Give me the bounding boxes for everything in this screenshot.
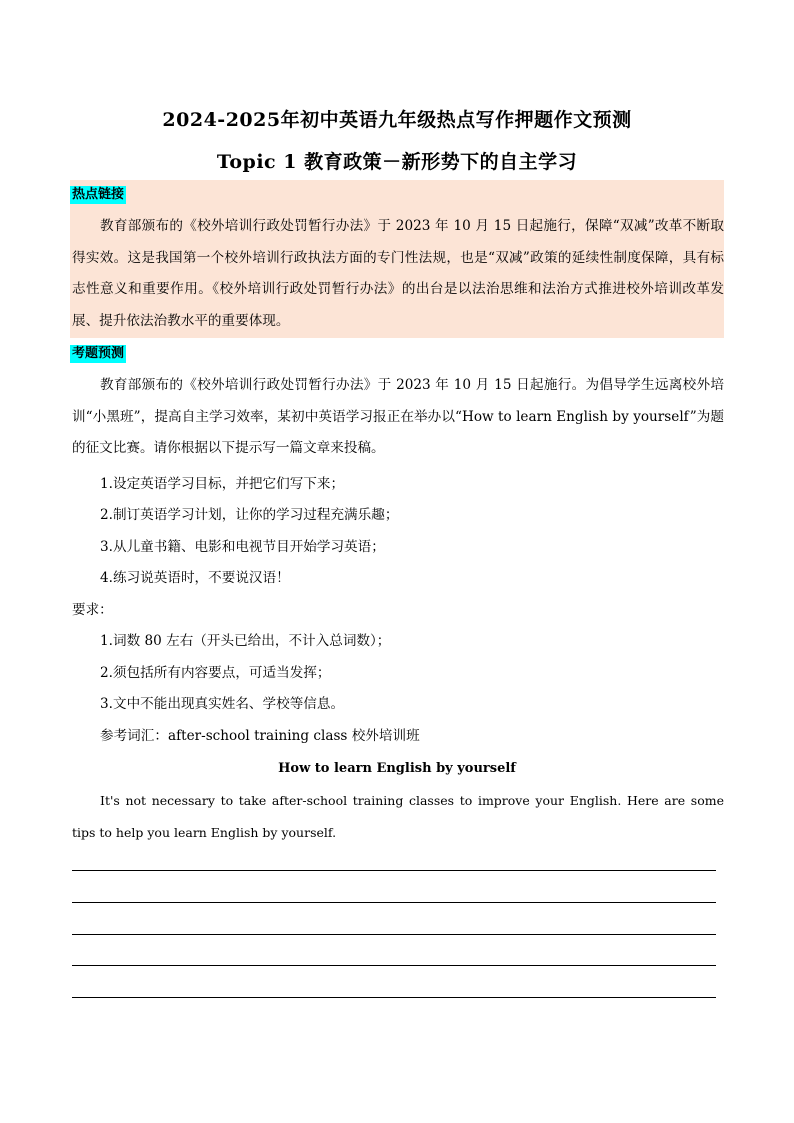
content-point: 4.练习说英语时，不要说汉语！ [100,570,290,586]
content-point: 1.设定英语学习目标，并把它们写下来； [100,476,345,492]
answer-line[interactable] [72,965,716,966]
requirement-item: 1.词数 80 左右（开头已给出，不计入总词数）； [100,633,391,649]
content-point: 3.从儿童书籍、电影和电视节目开始学习英语； [100,539,385,555]
hot-topic-paragraph: 教育部颁布的《校外培训行政处罚暂行办法》于 2023 年 10 月 15 日起施行，保障“双减”改革不断取得实效。这是我国第一个校外培训行政执法方面的专门性法规，也是“双减”政策的延续性制度保障，具有标志性意义和重要作用。《校外培训行政处罚暂行办法》的出台是以法治思维和法治方式推进校外培训改革发展、提升依法治教水平的重要体现。 [72,218,724,329]
hot-topic-tag: 热点链接 [72,187,125,202]
requirement-item: 3.文中不能出现真实姓名、学校等信息。 [100,696,345,712]
content-point: 2.制订英语学习计划，让你的学习过程充满乐趣； [100,507,399,523]
answer-line[interactable] [72,997,716,998]
task-paragraph: 教育部颁布的《校外培训行政处罚暂行办法》于 2023 年 10 月 15 日起施行。为倡导学生远离校外培训“小黑班”，提高自主学习效率，某初中英语学习报正在举办以“How to learn English by yourself”为题的征文比赛。请你根据以下提示写一篇文章来投稿。 [72,377,724,456]
document-title: 2024-2025年初中英语九年级热点写作押题作文预测 [162,109,632,131]
essay-title: How to learn English by yourself [278,761,516,776]
reference-vocabulary: 参考词汇：after-school training class 校外培训班 [100,728,420,744]
answer-line[interactable] [72,902,716,903]
answer-line[interactable] [72,870,716,871]
requirements-label: 要求： [72,602,113,618]
essay-opening: It's not necessary to take after-school training classes to improve your English. Here are some tips to help you learn English by yourself. [72,793,724,840]
exam-prediction-tag: 考题预测 [72,346,125,361]
document-subtitle: Topic 1 教育政策－新形势下的自主学习 [216,151,578,173]
requirement-item: 2.须包括所有内容要点，可适当发挥； [100,665,331,681]
answer-line[interactable] [72,934,716,935]
